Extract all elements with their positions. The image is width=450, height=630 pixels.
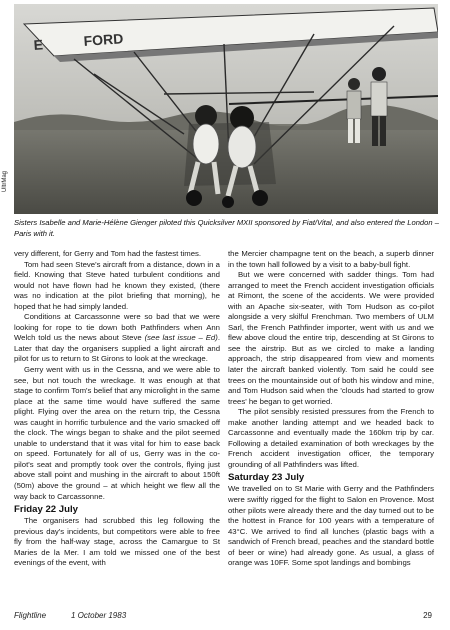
page-footer bbox=[14, 611, 438, 623]
paragraph-text: . Later that day the organisers supplied a light aircraft and pilot for us to return to St Girons to look at the wreckage. bbox=[14, 333, 220, 364]
section-heading: Friday 22 July bbox=[14, 504, 78, 516]
paragraph: The organisers had scrubbed this leg following the previous day's incidents, but competitors were able to free fly from the half-way stage, across the Camargue to St Maries de la Mer. I am told we missed one of the best evenings of the event, with bbox=[14, 516, 220, 568]
aircraft-photo bbox=[14, 4, 438, 214]
paragraph: But we were concerned with sadder things. Tom had arranged to meet the French accident investigation officials at Rimont, the scene of the accidents. We were provided with an Apache six-seater, with Tom Hudson as co-pilot alongside a very skilful Frenchman. Two members of ULM Sarl, the French Pathfinder importer, went with us and we flew above cloud the entire trip, descending at St Girons to see the airstrip. But as we circled to make a landing approach, the strip disappeared from view and moments later the aircraft banked violently. Tom said he could see trees on the mountainside out of both his window and mine, and Tom Hudson said when the 'clouds had started to grow trees' he began to get worried. bbox=[228, 270, 434, 406]
article-column-left bbox=[14, 249, 220, 569]
paragraph: very different, for Gerry and Tom had the fastest times. bbox=[14, 249, 202, 258]
paragraph: Tom had seen Steve's aircraft from a distance, down in a field. Knowing that Steve hated turbulent conditions and would not have flown had he known they existed, (there was no indication at the pilot briefing that morning), he hoped that he had simply landed. bbox=[14, 259, 220, 311]
issue-date: 1 October 1983 bbox=[71, 611, 127, 620]
paragraph bbox=[14, 312, 220, 365]
photo-illustration bbox=[14, 4, 438, 214]
photo-credit: UltrMag bbox=[2, 170, 8, 192]
svg-text:E: E bbox=[33, 36, 44, 53]
photo-caption: Sisters Isabelle and Marie-Hélène Gienger piloted this Quicksilver MXII sponsored by Fiat/Vital, and also entered the London – Paris with it. bbox=[14, 218, 439, 238]
paragraph: Gerry went with us in the Cessna, and we were able to see, but not touch the wreckage. It was enough at that stage to confirm Tom's belief that any microlight in the same place at the same time would have suffered the same plight. Flying over the area on the return trip, the Cessna was caught in horrific turbulence and the vario smacked off the clock. The wings began to shake and the pilot seemed unable to understand that it was vital for him to ease back on speed. Fortunately for all of us, Gerry was in the co-pilot's seat and promptly took over the controls, flying just above stall point and mushing in the aircraft to about 150ft (50m) above the ground – at which height we flew all the way back to Carcassonne. bbox=[14, 365, 220, 501]
publication-name: Flightline bbox=[14, 611, 47, 620]
page-number: 29 bbox=[423, 611, 432, 620]
section-heading: Saturday 23 July bbox=[228, 472, 305, 484]
paragraph: We travelled on to St Marie with Gerry and the Pathfinders were swiftly rigged for the flight to Salon en Provence. Most other pilots were already there and the day turned out to be the hottest in France for 100 years with a temperature of 43°C. We arrived to find all lunches (plastic bags with a sandwich of French bread, peaches and the standard bottle of beer or wine) had already gone. As usual, a glass of orange was 10FF. Some spot landings and bombings bbox=[228, 484, 434, 568]
article-column-right bbox=[228, 249, 434, 569]
paragraph-text: Conditions at Carcassonne were so bad that we were looking for rope to tie down both Pathfinders when Ann Welch told us the news about Steve bbox=[14, 312, 220, 343]
editor-note: (see last issue – Ed) bbox=[144, 333, 218, 343]
svg-text:FORD: FORD bbox=[83, 30, 124, 49]
paragraph: the Mercier champagne tent on the beach, a superb dinner in the town hall followed by a visit to a baby-bull fight. bbox=[228, 249, 434, 269]
paragraph: The pilot sensibly resisted pressures from the French to make another landing attempt and we headed back to Carcassonne and eventually made the 160km trip by car. Following a detailed examination of both wreckages by the French accident investigation officer, the temporary grounding of all Pathfinders was lifted. bbox=[228, 407, 434, 469]
